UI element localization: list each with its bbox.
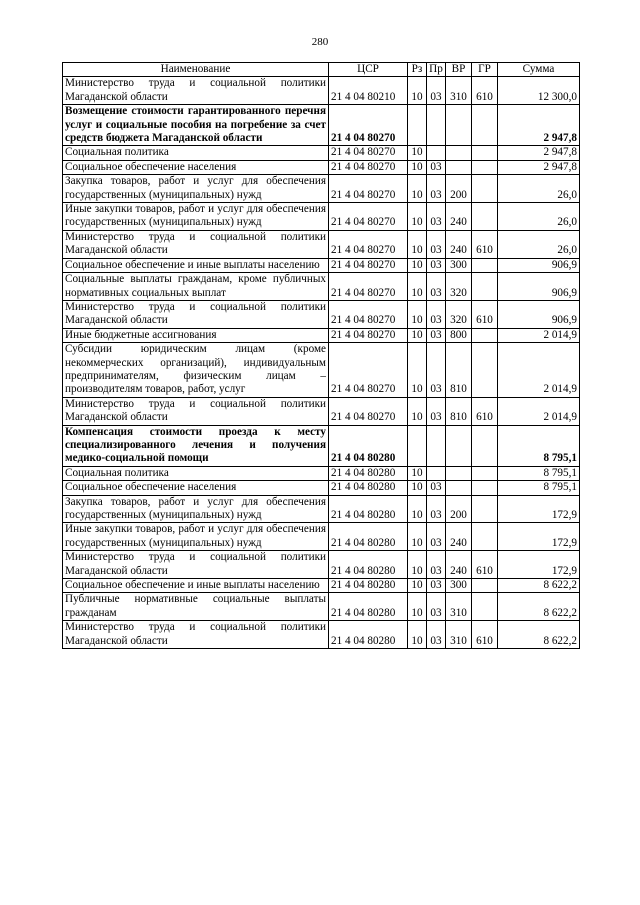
row-name-cell: Социальные выплаты гражданам, кроме публичных нормативных социальных выплат	[63, 273, 329, 301]
header-gr: ГР	[472, 63, 498, 77]
row-gr-cell: 610	[472, 551, 498, 579]
table-row	[63, 593, 580, 621]
row-name-cell: Иные бюджетные ассигнования	[63, 328, 329, 342]
row-name-cell: Министерство труда и социальной политики Магаданской области	[63, 621, 329, 649]
row-csr-cell: 21 4 04 80280	[329, 579, 408, 593]
row-vr-cell: 200	[446, 495, 472, 523]
row-sum-cell: 2 014,9	[498, 343, 580, 398]
row-gr-cell	[472, 105, 498, 146]
table-row	[63, 300, 580, 328]
row-pr-cell	[427, 466, 446, 480]
table-row	[63, 466, 580, 480]
row-sum-cell: 8 795,1	[498, 466, 580, 480]
row-rz-cell: 10	[408, 397, 427, 425]
row-pr-cell: 03	[427, 203, 446, 231]
table-row	[63, 203, 580, 231]
row-pr-cell: 03	[427, 397, 446, 425]
row-gr-cell	[472, 146, 498, 160]
row-name-cell: Публичные нормативные социальные выплаты гражданам	[63, 593, 329, 621]
row-name-cell: Министерство труда и социальной политики Магаданской области	[63, 300, 329, 328]
row-sum-cell: 172,9	[498, 551, 580, 579]
table-row	[63, 146, 580, 160]
row-sum-cell: 172,9	[498, 495, 580, 523]
table-row	[63, 397, 580, 425]
row-gr-cell	[472, 495, 498, 523]
row-vr-cell: 310	[446, 593, 472, 621]
row-csr-cell: 21 4 04 80280	[329, 466, 408, 480]
table-row	[63, 160, 580, 174]
row-rz-cell: 10	[408, 146, 427, 160]
table-row	[63, 551, 580, 579]
row-rz-cell: 10	[408, 593, 427, 621]
row-rz-cell: 10	[408, 273, 427, 301]
row-pr-cell	[427, 146, 446, 160]
row-sum-cell: 906,9	[498, 300, 580, 328]
row-gr-cell	[472, 175, 498, 203]
row-rz-cell: 10	[408, 77, 427, 105]
row-name-cell: Иные закупки товаров, работ и услуг для обеспечения государственных (муниципальных) нужд	[63, 203, 329, 231]
row-gr-cell	[472, 466, 498, 480]
row-csr-cell: 21 4 04 80270	[329, 105, 408, 146]
row-sum-cell: 8 622,2	[498, 621, 580, 649]
row-pr-cell: 03	[427, 300, 446, 328]
row-name-cell: Социальное обеспечение населения	[63, 160, 329, 174]
table-row-heading	[63, 105, 580, 146]
row-gr-cell: 610	[472, 300, 498, 328]
row-vr-cell: 810	[446, 343, 472, 398]
row-rz-cell: 10	[408, 328, 427, 342]
row-pr-cell: 03	[427, 160, 446, 174]
row-name-cell: Министерство труда и социальной политики Магаданской области	[63, 230, 329, 258]
table-row	[63, 328, 580, 342]
row-name-cell: Иные закупки товаров, работ и услуг для обеспечения государственных (муниципальных) нужд	[63, 523, 329, 551]
row-rz-cell: 10	[408, 495, 427, 523]
row-pr-cell: 03	[427, 621, 446, 649]
header-rz: Рз	[408, 63, 427, 77]
table-row-heading	[63, 425, 580, 466]
row-csr-cell: 21 4 04 80280	[329, 551, 408, 579]
row-vr-cell	[446, 105, 472, 146]
row-rz-cell: 10	[408, 203, 427, 231]
row-csr-cell: 21 4 04 80270	[329, 258, 408, 272]
row-pr-cell: 03	[427, 495, 446, 523]
table-row	[63, 343, 580, 398]
row-gr-cell	[472, 579, 498, 593]
row-sum-cell: 2 947,8	[498, 105, 580, 146]
header-vr: ВР	[446, 63, 472, 77]
row-vr-cell: 240	[446, 523, 472, 551]
row-vr-cell: 310	[446, 77, 472, 105]
table-row	[63, 621, 580, 649]
row-gr-cell	[472, 343, 498, 398]
row-gr-cell	[472, 273, 498, 301]
row-sum-cell: 172,9	[498, 523, 580, 551]
row-name-cell: Министерство труда и социальной политики Магаданской области	[63, 551, 329, 579]
row-gr-cell: 610	[472, 230, 498, 258]
row-csr-cell: 21 4 04 80270	[329, 146, 408, 160]
row-gr-cell: 610	[472, 621, 498, 649]
row-name-cell: Социальное обеспечение населения	[63, 481, 329, 495]
row-csr-cell: 21 4 04 80270	[329, 273, 408, 301]
row-sum-cell: 8 795,1	[498, 425, 580, 466]
row-vr-cell: 810	[446, 397, 472, 425]
row-sum-cell: 2 014,9	[498, 397, 580, 425]
row-csr-cell: 21 4 04 80280	[329, 593, 408, 621]
row-gr-cell	[472, 203, 498, 231]
row-gr-cell	[472, 523, 498, 551]
table-row	[63, 175, 580, 203]
row-sum-cell: 8 622,2	[498, 579, 580, 593]
header-csr: ЦСР	[329, 63, 408, 77]
row-pr-cell: 03	[427, 230, 446, 258]
row-gr-cell	[472, 160, 498, 174]
row-name-cell: Возмещение стоимости гарантированного перечня услуг и социальные пособия на погребение за счет средств бюджета Магаданской области	[63, 105, 329, 146]
row-rz-cell	[408, 105, 427, 146]
row-pr-cell: 03	[427, 579, 446, 593]
row-gr-cell	[472, 481, 498, 495]
row-vr-cell: 320	[446, 300, 472, 328]
table-row	[63, 258, 580, 272]
row-gr-cell	[472, 425, 498, 466]
row-pr-cell: 03	[427, 551, 446, 579]
row-rz-cell: 10	[408, 160, 427, 174]
row-sum-cell: 906,9	[498, 273, 580, 301]
row-gr-cell	[472, 258, 498, 272]
row-rz-cell: 10	[408, 258, 427, 272]
row-pr-cell: 03	[427, 273, 446, 301]
row-csr-cell: 21 4 04 80270	[329, 203, 408, 231]
row-vr-cell	[446, 425, 472, 466]
row-vr-cell: 300	[446, 579, 472, 593]
row-vr-cell: 200	[446, 175, 472, 203]
row-rz-cell: 10	[408, 523, 427, 551]
row-csr-cell: 21 4 04 80270	[329, 300, 408, 328]
header-sum: Сумма	[498, 63, 580, 77]
row-rz-cell: 10	[408, 230, 427, 258]
row-rz-cell: 10	[408, 579, 427, 593]
row-vr-cell: 240	[446, 203, 472, 231]
table-row	[63, 273, 580, 301]
row-vr-cell: 240	[446, 230, 472, 258]
row-pr-cell: 03	[427, 481, 446, 495]
header-name: Наименование	[63, 63, 329, 77]
table-row	[63, 523, 580, 551]
row-pr-cell: 03	[427, 343, 446, 398]
row-gr-cell	[472, 328, 498, 342]
row-sum-cell: 2 947,8	[498, 160, 580, 174]
row-csr-cell: 21 4 04 80210	[329, 77, 408, 105]
row-sum-cell: 26,0	[498, 175, 580, 203]
row-pr-cell: 03	[427, 77, 446, 105]
row-csr-cell: 21 4 04 80270	[329, 328, 408, 342]
row-pr-cell: 03	[427, 175, 446, 203]
row-name-cell: Субсидии юридическим лицам (кроме некоммерческих организаций), индивидуальным предпринимателям, физическим лицам – производителям товаров, работ, услуг	[63, 343, 329, 398]
table-row	[63, 579, 580, 593]
row-name-cell: Социальная политика	[63, 146, 329, 160]
row-sum-cell: 8 622,2	[498, 593, 580, 621]
row-rz-cell: 10	[408, 621, 427, 649]
row-pr-cell: 03	[427, 328, 446, 342]
header-row	[63, 63, 580, 77]
row-name-cell: Министерство труда и социальной политики Магаданской области	[63, 77, 329, 105]
row-vr-cell: 310	[446, 621, 472, 649]
table-row	[63, 230, 580, 258]
page-number: 280	[311, 36, 329, 48]
row-vr-cell	[446, 466, 472, 480]
row-name-cell: Социальная политика	[63, 466, 329, 480]
row-csr-cell: 21 4 04 80280	[329, 481, 408, 495]
row-name-cell: Закупка товаров, работ и услуг для обеспечения государственных (муниципальных) нужд	[63, 175, 329, 203]
row-csr-cell: 21 4 04 80270	[329, 343, 408, 398]
row-rz-cell: 10	[408, 481, 427, 495]
row-csr-cell: 21 4 04 80280	[329, 621, 408, 649]
row-csr-cell: 21 4 04 80270	[329, 160, 408, 174]
budget-table	[62, 62, 580, 649]
row-csr-cell: 21 4 04 80270	[329, 175, 408, 203]
row-vr-cell: 800	[446, 328, 472, 342]
row-rz-cell: 10	[408, 551, 427, 579]
table-row	[63, 495, 580, 523]
row-name-cell: Социальное обеспечение и иные выплаты населению	[63, 258, 329, 272]
row-gr-cell: 610	[472, 77, 498, 105]
row-pr-cell: 03	[427, 593, 446, 621]
table-row	[63, 481, 580, 495]
row-rz-cell: 10	[408, 175, 427, 203]
row-pr-cell	[427, 425, 446, 466]
row-name-cell: Закупка товаров, работ и услуг для обеспечения государственных (муниципальных) нужд	[63, 495, 329, 523]
row-pr-cell: 03	[427, 523, 446, 551]
row-csr-cell: 21 4 04 80280	[329, 425, 408, 466]
row-vr-cell	[446, 481, 472, 495]
row-name-cell: Социальное обеспечение и иные выплаты населению	[63, 579, 329, 593]
row-pr-cell: 03	[427, 258, 446, 272]
row-rz-cell: 10	[408, 300, 427, 328]
row-gr-cell: 610	[472, 397, 498, 425]
row-csr-cell: 21 4 04 80280	[329, 523, 408, 551]
row-name-cell: Компенсация стоимости проезда к месту специализированного лечения и получения медико-социальной помощи	[63, 425, 329, 466]
header-pr: Пр	[427, 63, 446, 77]
row-vr-cell: 240	[446, 551, 472, 579]
row-vr-cell	[446, 146, 472, 160]
row-name-cell: Министерство труда и социальной политики Магаданской области	[63, 397, 329, 425]
row-csr-cell: 21 4 04 80270	[329, 397, 408, 425]
row-sum-cell: 12 300,0	[498, 77, 580, 105]
row-vr-cell	[446, 160, 472, 174]
row-pr-cell	[427, 105, 446, 146]
row-csr-cell: 21 4 04 80280	[329, 495, 408, 523]
row-gr-cell	[472, 593, 498, 621]
row-sum-cell: 906,9	[498, 258, 580, 272]
row-sum-cell: 8 795,1	[498, 481, 580, 495]
row-sum-cell: 2 014,9	[498, 328, 580, 342]
row-rz-cell	[408, 425, 427, 466]
row-vr-cell: 300	[446, 258, 472, 272]
row-csr-cell: 21 4 04 80270	[329, 230, 408, 258]
row-sum-cell: 26,0	[498, 230, 580, 258]
row-vr-cell: 320	[446, 273, 472, 301]
row-rz-cell: 10	[408, 466, 427, 480]
row-sum-cell: 2 947,8	[498, 146, 580, 160]
row-sum-cell: 26,0	[498, 203, 580, 231]
table-row	[63, 77, 580, 105]
row-rz-cell: 10	[408, 343, 427, 398]
